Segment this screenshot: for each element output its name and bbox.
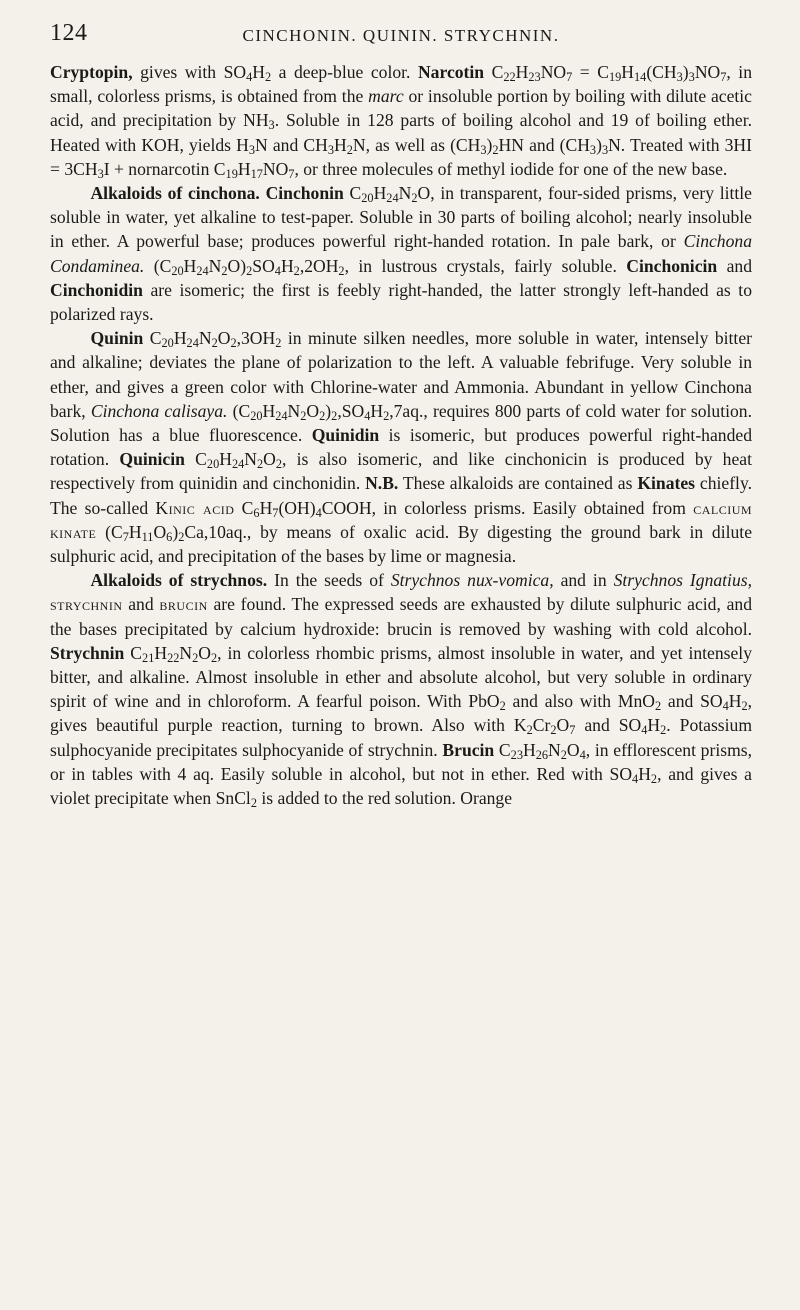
text-run: Ca,10aq., by means of oxalic acid. By digesting the ground bark in dilute sulphuric acid, and precipitation of the bases by lime or magnesia. (50, 521, 752, 567)
subscript: 24 (275, 408, 288, 423)
text-run: H (370, 400, 384, 421)
text-run: ) (486, 134, 493, 155)
subscript: 2 (492, 142, 499, 157)
subscript: 4 (364, 408, 371, 423)
text-run: and also with MnO (505, 691, 655, 712)
subscript: 4 (641, 723, 648, 738)
text-run: O (217, 328, 231, 349)
bold-term: Cinchonicin (626, 255, 718, 276)
text-run: a deep-blue color. (271, 62, 418, 82)
text-run: O (263, 449, 276, 470)
text-run: N (398, 183, 412, 204)
text-run: , or three molecules of methyl iodide for one of the new base. (294, 158, 728, 179)
subscript: 24 (196, 263, 209, 278)
text-run: N (287, 400, 301, 421)
text-run: N (548, 739, 561, 760)
bold-term: Cryptopin, (50, 62, 133, 82)
text-run: , and gives a violet precipitate when SnCl (50, 763, 752, 809)
text-run: COOH, in colorless prisms. Easily obtained from (321, 497, 694, 518)
bold-term: Cinchonin (265, 183, 344, 204)
text-run: , gives beautiful purple reaction, turning to brown. Also with K (50, 691, 753, 736)
subscript: 4 (246, 70, 253, 85)
text-run: O (306, 400, 320, 421)
bold-term: N.B. (365, 473, 399, 494)
subscript: 2 (275, 336, 282, 351)
text-run: gives with SO (132, 62, 247, 82)
bold-term: Alkaloids of cinchona. (90, 183, 260, 204)
subscript: 20 (250, 408, 263, 423)
subscript: 24 (386, 191, 399, 206)
text-run: N (208, 255, 222, 276)
italic-term: marc (368, 86, 404, 107)
text-run: C (234, 497, 254, 518)
subscript: 2 (211, 336, 218, 351)
bold-term: Brucin (442, 739, 495, 760)
small-caps-term: calcium kinate (50, 497, 753, 542)
text-run: ) (325, 400, 332, 421)
text-run: H (621, 62, 635, 82)
subscript: 4 (632, 771, 639, 786)
subscript: 2 (346, 142, 353, 157)
subscript: 6 (166, 529, 173, 544)
subscript: 4 (579, 747, 586, 762)
subscript: 20 (161, 336, 174, 351)
text-run: C (124, 642, 143, 663)
subscript: 2 (230, 336, 237, 351)
subscript: 11 (141, 529, 154, 544)
subscript: 26 (535, 747, 549, 762)
paragraph-strychnos-alkaloids (50, 568, 752, 810)
text-run: H (237, 158, 251, 179)
subscript: 22 (503, 70, 516, 85)
text-run: N. Treated with 3HI = 3CH (50, 134, 752, 179)
subscript: 2 (300, 408, 307, 423)
text-run: N and CH (255, 134, 328, 155)
subscript: 2 (246, 263, 253, 278)
text-run: O) (227, 255, 247, 276)
text-run: ) (596, 134, 602, 155)
text-run: H (522, 739, 536, 760)
subscript: 2 (660, 723, 667, 738)
text-run: In the seeds of (267, 570, 391, 591)
subscript: 2 (526, 723, 533, 738)
subscript: 2 (338, 263, 345, 278)
text-run: ) (172, 521, 179, 542)
subscript: 7 (272, 505, 279, 520)
subscript: 2 (192, 650, 199, 665)
text-run: H (252, 62, 265, 82)
text-run: in minute silken needles, more soluble in water, intensely bitter and alkaline; deviates the plane of polarization to the left. A valuable febrifuge. Very soluble in ether, and gives a green color with Chlorine-water and Ammonia. Abundant in yellow Cinchona bark, (50, 328, 752, 421)
text-run: H (259, 497, 273, 518)
subscript: 2 (221, 263, 228, 278)
subscript: 2 (560, 747, 567, 762)
text-run: , in efflorescent prisms, or in tables with 4 aq. Easily soluble in alcohol, but not in ether. Red with SO (50, 739, 752, 784)
italic-term: Cinchona Condaminea. (50, 231, 752, 276)
page-header (50, 20, 752, 60)
text-run: ) (682, 62, 689, 82)
text-run: O (153, 521, 167, 542)
subscript: 6 (253, 505, 260, 520)
subscript: 2 (411, 191, 418, 206)
subscript: 3 (589, 142, 597, 157)
text-run: H (638, 763, 651, 784)
text-run: NO (262, 158, 289, 179)
text-run: NO (540, 62, 567, 82)
text-run: NO (694, 62, 721, 82)
text-run: These alkaloids are contained as (398, 473, 638, 494)
subscript: 2 (264, 70, 272, 85)
text-run: N (198, 328, 212, 349)
text-run: H (154, 642, 168, 663)
subscript: 2 (178, 529, 185, 544)
text-run: H (183, 255, 197, 276)
subscript: 20 (171, 263, 184, 278)
paragraph-narcotin (50, 60, 752, 181)
text-run: H (515, 62, 529, 82)
text-run: O, in transparent, four-sided prisms, very little soluble in water, yet alkaline to test-paper. Soluble in 30 parts of boiling alcohol; nearly insoluble in ether. A powerful base; produces powerful right-handed rotation. In pale bark, or (50, 183, 752, 252)
subscript: 20 (206, 457, 220, 472)
text-run: H (128, 521, 142, 542)
subscript: 4 (315, 505, 322, 520)
bold-term: Cinchonidin (50, 279, 143, 300)
text-run: , in small, colorless prisms, is obtained from the (50, 62, 752, 107)
text-run: H (280, 255, 294, 276)
text-run: and SO (661, 691, 723, 712)
subscript: 7 (720, 70, 727, 85)
subscript: 2 (550, 723, 557, 738)
text-run: I + nornarcotin C (103, 158, 226, 179)
subscript: 2 (275, 457, 282, 472)
subscript: 24 (186, 336, 199, 351)
subscript: 3 (327, 142, 334, 157)
text-run: HN and (CH (498, 134, 590, 155)
text-run: and (122, 594, 160, 615)
subscript: 2 (293, 263, 300, 278)
text-run: are found. The expressed seeds are exhausted by dilute sulphuric acid, and the bases precipitated by calcium hydroxide: brucin is removed by washing with cold alcohol. (50, 594, 752, 639)
subscript: 17 (250, 166, 263, 181)
subscript: 2 (319, 408, 326, 423)
subscript: 14 (634, 70, 647, 85)
subscript: 20 (361, 191, 374, 206)
subscript: 2 (499, 699, 506, 714)
subscript: 2 (256, 457, 264, 472)
subscript: 3 (97, 166, 104, 181)
subscript: 3 (480, 142, 487, 157)
text-run: , is also isomeric, and like cinchonicin is produced by heat respectively from quinidin and cinchonidin. (50, 449, 752, 494)
text-run: C (143, 328, 162, 349)
subscript: 4 (274, 263, 281, 278)
subscript: 19 (608, 70, 622, 85)
text-run: (C (227, 400, 251, 421)
text-run: C (343, 183, 362, 204)
text-run: ,7aq., requires 800 parts of cold water for solution. Solution has a blue fluorescence. (50, 400, 752, 446)
page-number: 124 (50, 20, 88, 46)
text-run: H (373, 183, 387, 204)
running-head: CINCHONIN. QUININ. STRYCHNIN. (242, 26, 560, 45)
text-run: , in colorless rhombic prisms, almost insoluble in water, and yet intensely bitter, and alkaline. Almost insoluble in ether and absolute alcohol, but very soluble in ordinary spirit of wine and in chloroform. A fearful poison. With PbO (50, 642, 752, 712)
subscript: 2 (331, 408, 338, 423)
subscript: 23 (528, 70, 541, 85)
text-run: ,SO (337, 400, 365, 421)
text-run: C (184, 449, 207, 470)
subscript: 2 (741, 699, 748, 714)
small-caps-term: brucin (159, 594, 208, 615)
text-run: H (333, 134, 347, 155)
text-run: O (198, 642, 211, 663)
text-run: . Potassium sulphocyanide precipitates sulphocyanide of strychnin. (50, 715, 753, 760)
bold-term: Strychnin (50, 642, 125, 663)
text-run: ,3OH (236, 328, 276, 349)
subscript: 7 (566, 70, 573, 85)
subscript: 19 (225, 166, 238, 181)
bold-term: Quinin (90, 328, 144, 349)
text-run: H (728, 691, 742, 712)
small-caps-term: Kinic acid (155, 497, 235, 518)
subscript: 7 (288, 166, 295, 181)
text-run: are isomeric; the first is feebly right-handed, the latter strongly left-handed as to polarized rays. (50, 279, 752, 325)
text-run: SO (252, 255, 275, 276)
text-run: H (647, 715, 661, 736)
page-body (50, 60, 752, 810)
text-run: H (219, 449, 232, 470)
text-run: O (566, 739, 580, 760)
subscript: 3 (676, 70, 683, 85)
text-run: N, as well as (CH (352, 134, 481, 155)
subscript: 22 (167, 650, 180, 665)
text-run: Cr (532, 715, 551, 736)
text-run: H (262, 400, 276, 421)
paragraph-quinin (50, 326, 752, 568)
subscript: 3 (601, 142, 609, 157)
subscript: 24 (231, 457, 245, 472)
subscript: 2 (250, 796, 257, 811)
text-run: O (556, 715, 570, 736)
text-run: and (717, 255, 752, 276)
text-run: . Soluble in 128 parts of boiling alcohol and 19 of boiling ether. Heated with KOH, yields H (50, 110, 752, 155)
italic-term: Cinchona calisaya. (90, 400, 228, 421)
subscript: 2 (650, 771, 658, 786)
italic-term: Strychnos nux-vomica, (390, 570, 554, 591)
subscript: 3 (688, 70, 695, 85)
subscript: 7 (122, 529, 129, 544)
text-run: (C (96, 521, 123, 542)
bold-term: Quinidin (311, 425, 380, 446)
subscript: 23 (510, 747, 523, 762)
text-run: (C (144, 255, 172, 276)
text-run: = C (572, 62, 609, 82)
subscript: 21 (142, 650, 155, 665)
text-run: N (179, 642, 193, 663)
subscript: 2 (383, 408, 390, 423)
subscript: 2 (655, 699, 662, 714)
small-caps-term: strychnin (50, 594, 123, 615)
text-run: C (494, 739, 511, 760)
text-run: C (484, 62, 504, 82)
subscript: 7 (569, 723, 576, 738)
text-run: or insoluble portion by boiling with dilute acetic acid, and precipitation by NH (50, 86, 752, 131)
text-run: , in lustrous crystals, fairly soluble. (344, 255, 627, 276)
paragraph-cinchona-alkaloids (50, 181, 752, 326)
text-run: is isomeric, but produces powerful right-handed rotation. (50, 425, 752, 470)
text-run: ,2OH (299, 255, 339, 276)
italic-term: Strychnos Ignatius, (613, 570, 752, 591)
text-run: and SO (575, 715, 642, 736)
subscript: 4 (722, 699, 729, 714)
text-run: chiefly. The so-called (50, 473, 752, 518)
text-run: N (244, 449, 257, 470)
text-run: and in (553, 570, 614, 591)
bold-term: Quinicin (119, 449, 185, 470)
bold-term: Narcotin (417, 62, 485, 82)
bold-term: Alkaloids of strychnos. (90, 570, 268, 591)
subscript: 3 (248, 142, 256, 157)
text-run: is added to the red solution. Orange (256, 788, 513, 809)
text-run: H (173, 328, 187, 349)
subscript: 2 (210, 650, 218, 665)
text-run: (OH) (278, 497, 316, 518)
text-run: (CH (646, 62, 677, 82)
bold-term: Kinates (637, 473, 696, 494)
subscript: 3 (268, 118, 275, 133)
